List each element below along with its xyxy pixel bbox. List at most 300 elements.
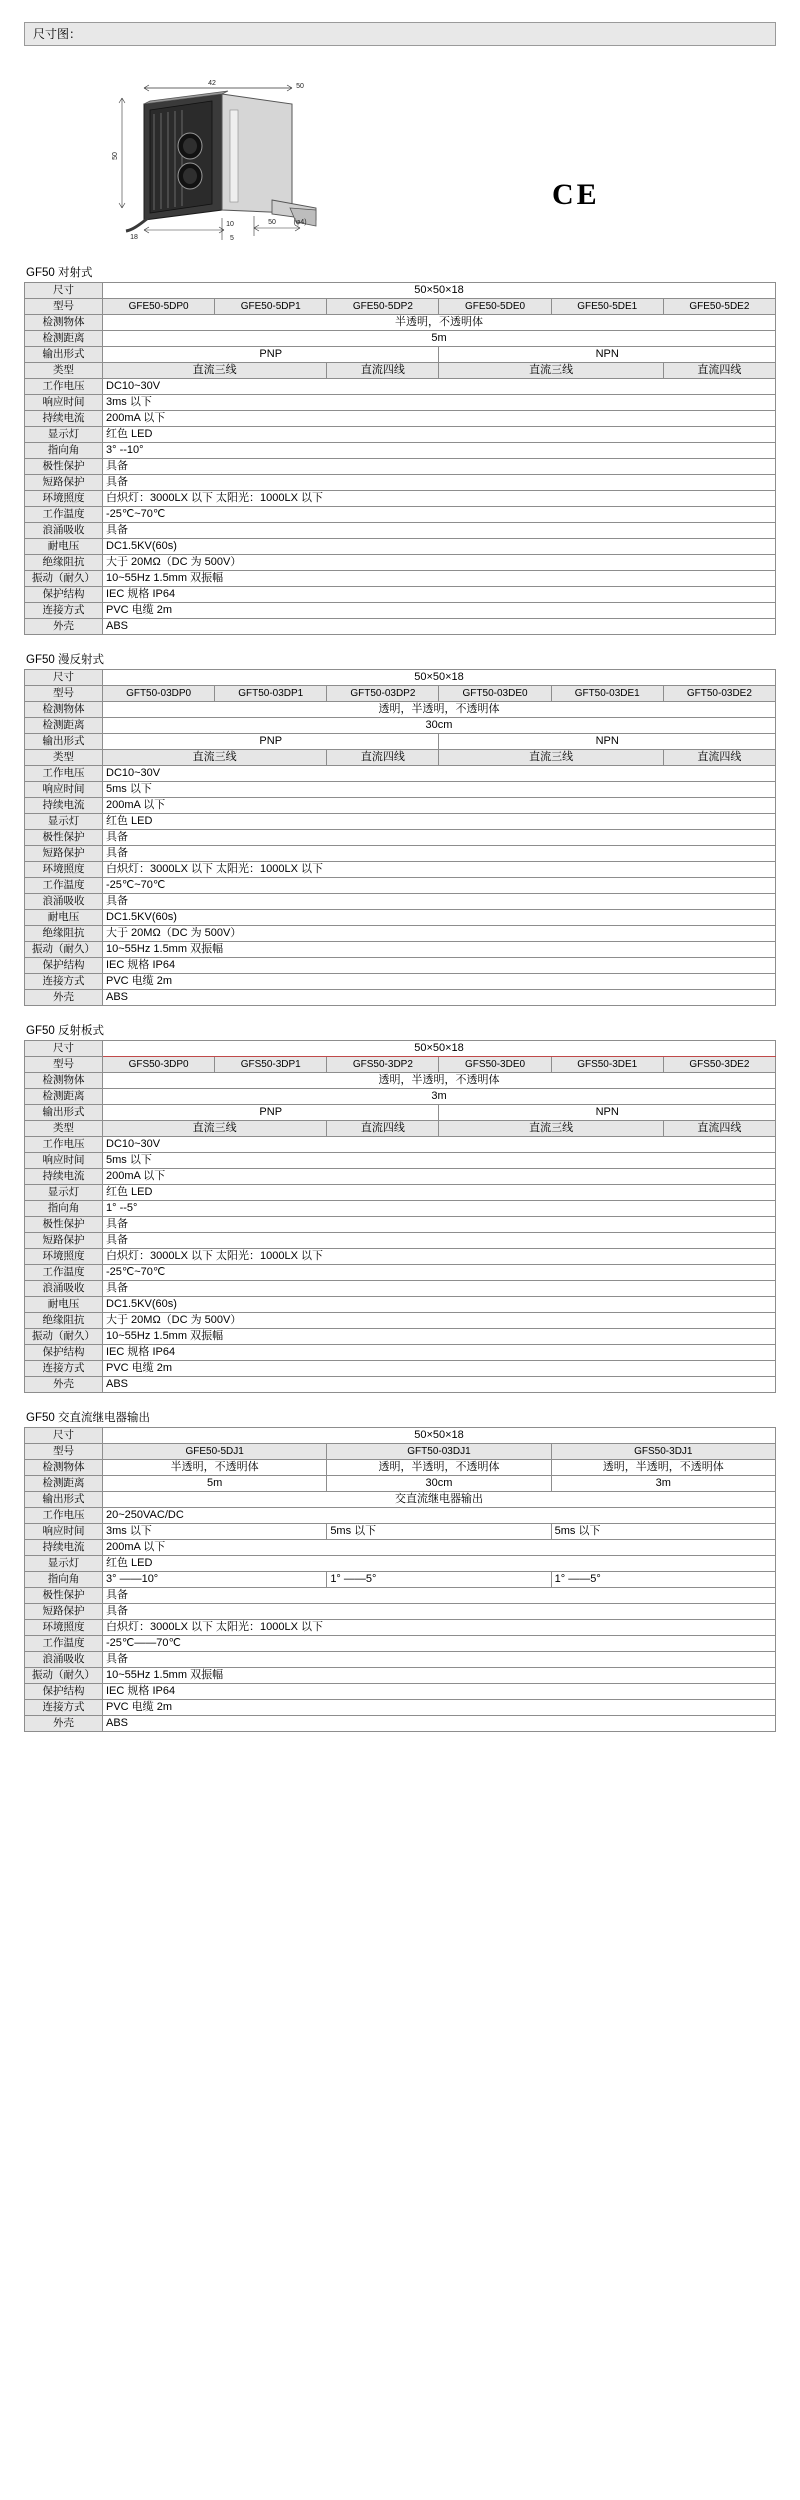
table-row [25, 718, 776, 734]
row-label: 工作电压 [25, 1137, 103, 1153]
product-figure [24, 52, 776, 248]
row-label: 振动（耐久） [25, 1329, 103, 1345]
table-row [25, 990, 776, 1006]
spec-cell: DC1.5KV(60s) [103, 910, 776, 926]
row-label: 检测距离 [25, 1476, 103, 1492]
model-cell: GFE50-5DJ1 [103, 1444, 327, 1460]
model-cell: GFT50-03DP1 [215, 686, 327, 702]
spec-cell: DC1.5KV(60s) [103, 539, 776, 555]
row-label: 检测物体 [25, 315, 103, 331]
row-label: 环境照度 [25, 1249, 103, 1265]
table-row [25, 814, 776, 830]
table-row [25, 1668, 776, 1684]
spec-cell: 200mA 以下 [103, 798, 776, 814]
section-title: GF50 交直流继电器输出 [26, 1412, 150, 1424]
spec-cell: 20~250VAC/DC [103, 1508, 776, 1524]
row-label: 耐电压 [25, 539, 103, 555]
row-label: 工作电压 [25, 766, 103, 782]
row-label: 保护结构 [25, 958, 103, 974]
spec-cell: 透明，半透明，不透明体 [103, 702, 776, 718]
section-title: GF50 漫反射式 [26, 654, 104, 666]
row-label: 外壳 [25, 1716, 103, 1732]
svg-text:(φ4): (φ4) [293, 219, 307, 226]
row-label: 响应时间 [25, 395, 103, 411]
row-label: 类型 [25, 750, 103, 766]
row-label: 极性保护 [25, 830, 103, 846]
spec-table [24, 669, 776, 1006]
model-cell: GFT50-03DE2 [663, 686, 775, 702]
table-row [25, 942, 776, 958]
model-cell: GFS50-3DE0 [439, 1057, 551, 1073]
spec-cell: 直流三线 [439, 750, 663, 766]
table-row [25, 1700, 776, 1716]
spec-cell: 大于 20MΩ（DC 为 500V） [103, 555, 776, 571]
svg-text:50: 50 [268, 219, 276, 226]
model-cell: GFS50-3DJ1 [551, 1444, 775, 1460]
table-row [25, 1556, 776, 1572]
spec-cell: 红色 LED [103, 1185, 776, 1201]
row-label: 型号 [25, 299, 103, 315]
table-row [25, 539, 776, 555]
table-row [25, 1153, 776, 1169]
row-label: 显示灯 [25, 814, 103, 830]
spec-cell: -25℃~70℃ [103, 507, 776, 523]
row-label: 振动（耐久） [25, 942, 103, 958]
section-title: GF50 反射板式 [26, 1025, 104, 1037]
spec-cell: -25℃~70℃ [103, 1265, 776, 1281]
table-row [25, 1105, 776, 1121]
spec-cell: 具备 [103, 1217, 776, 1233]
table-row [25, 766, 776, 782]
model-cell: GFE50-5DE2 [663, 299, 775, 315]
spec-section [24, 1409, 776, 1732]
spec-cell: 1° --5° [103, 1201, 776, 1217]
section-title: GF50 对射式 [26, 267, 93, 279]
spec-sections [24, 264, 776, 1732]
model-cell: GFT50-03DP2 [327, 686, 439, 702]
table-row [25, 1041, 776, 1057]
table-row [25, 1652, 776, 1668]
dimension-value: 50×50×18 [103, 1428, 776, 1444]
row-label: 环境照度 [25, 1620, 103, 1636]
spec-cell: 直流三线 [103, 1121, 327, 1137]
spec-cell: PVC 电缆 2m [103, 603, 776, 619]
table-row [25, 894, 776, 910]
row-label: 类型 [25, 363, 103, 379]
model-cell: GFS50-3DP1 [215, 1057, 327, 1073]
model-cell: GFT50-03DE1 [551, 686, 663, 702]
spec-cell: -25℃——70℃ [103, 1636, 776, 1652]
row-label: 输出形式 [25, 1105, 103, 1121]
spec-cell: 5ms 以下 [327, 1524, 551, 1540]
spec-cell: IEC 规格 IP64 [103, 1345, 776, 1361]
row-label: 输出形式 [25, 1492, 103, 1508]
spec-cell: 直流三线 [103, 750, 327, 766]
row-label: 绝缘阻抗 [25, 1313, 103, 1329]
row-label: 显示灯 [25, 1556, 103, 1572]
spec-cell: DC10~30V [103, 379, 776, 395]
spec-section [24, 651, 776, 1006]
table-row [25, 475, 776, 491]
table-row [25, 571, 776, 587]
table-row [25, 1345, 776, 1361]
table-row [25, 1121, 776, 1137]
spec-cell: PVC 电缆 2m [103, 1700, 776, 1716]
svg-text:50: 50 [112, 152, 119, 160]
table-row [25, 379, 776, 395]
row-label: 工作电压 [25, 1508, 103, 1524]
row-label: 输出形式 [25, 734, 103, 750]
dimension-value: 50×50×18 [103, 1041, 776, 1057]
spec-section [24, 1022, 776, 1393]
row-label: 工作温度 [25, 1265, 103, 1281]
table-row [25, 862, 776, 878]
spec-cell: IEC 规格 IP64 [103, 587, 776, 603]
spec-cell: 具备 [103, 523, 776, 539]
table-row [25, 315, 776, 331]
spec-cell: 3° ——10° [103, 1572, 327, 1588]
spec-cell: 5ms 以下 [551, 1524, 775, 1540]
model-cell: GFE50-5DE0 [439, 299, 551, 315]
table-row [25, 1329, 776, 1345]
model-cell: GFS50-3DE2 [663, 1057, 775, 1073]
spec-cell: 交直流继电器输出 [103, 1492, 776, 1508]
spec-cell: 白炽灯：3000LX 以下 太阳光：1000LX 以下 [103, 1249, 776, 1265]
svg-text:50: 50 [296, 83, 304, 90]
spec-cell: 直流四线 [663, 750, 775, 766]
spec-cell: 1° ——5° [327, 1572, 551, 1588]
spec-cell: 具备 [103, 1588, 776, 1604]
table-row [25, 1684, 776, 1700]
table-row [25, 1540, 776, 1556]
row-label: 保护结构 [25, 587, 103, 603]
spec-cell: ABS [103, 1716, 776, 1732]
spec-table [24, 282, 776, 635]
model-cell: GFT50-03DE0 [439, 686, 551, 702]
spec-cell: 200mA 以下 [103, 1540, 776, 1556]
table-row [25, 1476, 776, 1492]
spec-cell: 具备 [103, 1604, 776, 1620]
row-label: 极性保护 [25, 459, 103, 475]
table-row [25, 1508, 776, 1524]
spec-cell: 5m [103, 331, 776, 347]
spec-cell: 大于 20MΩ（DC 为 500V） [103, 926, 776, 942]
model-cell: GFS50-3DP0 [103, 1057, 215, 1073]
spec-cell: 大于 20MΩ（DC 为 500V） [103, 1313, 776, 1329]
spec-cell: 10~55Hz 1.5mm 双振幅 [103, 1329, 776, 1345]
row-label: 环境照度 [25, 491, 103, 507]
table-row [25, 1460, 776, 1476]
table-row [25, 1185, 776, 1201]
table-row [25, 587, 776, 603]
spec-cell: 5ms 以下 [103, 1153, 776, 1169]
spec-cell: 半透明，不透明体 [103, 1460, 327, 1476]
row-label: 检测物体 [25, 702, 103, 718]
spec-cell: 红色 LED [103, 427, 776, 443]
table-row [25, 910, 776, 926]
row-label: 短路保护 [25, 475, 103, 491]
row-label: 显示灯 [25, 1185, 103, 1201]
row-label: 指向角 [25, 1572, 103, 1588]
row-label: 连接方式 [25, 974, 103, 990]
table-row [25, 782, 776, 798]
row-label: 浪涌吸收 [25, 894, 103, 910]
table-row [25, 395, 776, 411]
row-label: 耐电压 [25, 910, 103, 926]
spec-cell: 直流四线 [663, 1121, 775, 1137]
spec-cell: 透明，半透明，不透明体 [551, 1460, 775, 1476]
table-row [25, 958, 776, 974]
row-label: 绝缘阻抗 [25, 926, 103, 942]
row-label: 浪涌吸收 [25, 523, 103, 539]
spec-table [24, 1427, 776, 1732]
model-cell: GFT50-03DJ1 [327, 1444, 551, 1460]
model-cell: GFT50-03DP0 [103, 686, 215, 702]
row-label: 检测物体 [25, 1460, 103, 1476]
spec-cell: DC10~30V [103, 766, 776, 782]
row-label: 尺寸 [25, 1041, 103, 1057]
spec-cell: 5ms 以下 [103, 782, 776, 798]
spec-cell: 5m [103, 1476, 327, 1492]
spec-cell: ABS [103, 619, 776, 635]
row-label: 尺寸 [25, 1428, 103, 1444]
model-cell: GFE50-5DP0 [103, 299, 215, 315]
spec-cell: 直流三线 [439, 363, 663, 379]
spec-cell: 具备 [103, 1281, 776, 1297]
row-label: 工作电压 [25, 379, 103, 395]
spec-cell: 红色 LED [103, 814, 776, 830]
spec-cell: 半透明，不透明体 [103, 315, 776, 331]
table-row [25, 1057, 776, 1073]
table-row [25, 523, 776, 539]
spec-cell: 10~55Hz 1.5mm 双振幅 [103, 571, 776, 587]
spec-cell: 具备 [103, 1233, 776, 1249]
row-label: 外壳 [25, 619, 103, 635]
table-row [25, 491, 776, 507]
row-label: 短路保护 [25, 1604, 103, 1620]
spec-cell: NPN [439, 1105, 776, 1121]
spec-cell: 直流四线 [663, 363, 775, 379]
row-label: 环境照度 [25, 862, 103, 878]
table-row [25, 1249, 776, 1265]
spec-cell: ABS [103, 1377, 776, 1393]
dimension-value: 50×50×18 [103, 283, 776, 299]
spec-table [24, 1040, 776, 1393]
spec-cell: 白炽灯：3000LX 以下 太阳光：1000LX 以下 [103, 491, 776, 507]
spec-cell: 白炽灯：3000LX 以下 太阳光：1000LX 以下 [103, 1620, 776, 1636]
spec-cell: 具备 [103, 1652, 776, 1668]
spec-cell: 直流三线 [439, 1121, 663, 1137]
table-row [25, 878, 776, 894]
table-row [25, 1377, 776, 1393]
row-label: 振动（耐久） [25, 571, 103, 587]
svg-text:10: 10 [226, 221, 234, 228]
spec-cell: 具备 [103, 846, 776, 862]
spec-cell: DC10~30V [103, 1137, 776, 1153]
model-cell: GFE50-5DP1 [215, 299, 327, 315]
table-row [25, 686, 776, 702]
model-cell: GFE50-5DE1 [551, 299, 663, 315]
spec-cell: 30cm [327, 1476, 551, 1492]
spec-cell: DC1.5KV(60s) [103, 1297, 776, 1313]
row-label: 型号 [25, 1057, 103, 1073]
row-label: 浪涌吸收 [25, 1281, 103, 1297]
spec-cell: 3m [103, 1089, 776, 1105]
row-label: 连接方式 [25, 1361, 103, 1377]
row-label: 响应时间 [25, 1524, 103, 1540]
spec-cell: NPN [439, 347, 776, 363]
table-row [25, 459, 776, 475]
row-label: 耐电压 [25, 1297, 103, 1313]
row-label: 工作温度 [25, 878, 103, 894]
spec-cell: 200mA 以下 [103, 1169, 776, 1185]
row-label: 尺寸 [25, 670, 103, 686]
row-label: 持续电流 [25, 1169, 103, 1185]
table-row [25, 427, 776, 443]
row-label: 型号 [25, 686, 103, 702]
table-row [25, 331, 776, 347]
table-row [25, 1137, 776, 1153]
svg-text:18: 18 [130, 234, 138, 241]
table-row [25, 507, 776, 523]
row-label: 型号 [25, 1444, 103, 1460]
row-label: 连接方式 [25, 1700, 103, 1716]
spec-cell: 10~55Hz 1.5mm 双振幅 [103, 1668, 776, 1684]
row-label: 短路保护 [25, 846, 103, 862]
spec-section [24, 264, 776, 635]
spec-cell: 3ms 以下 [103, 395, 776, 411]
row-label: 工作温度 [25, 507, 103, 523]
spec-cell: 3° --10° [103, 443, 776, 459]
table-row [25, 443, 776, 459]
table-row [25, 1233, 776, 1249]
row-label: 极性保护 [25, 1588, 103, 1604]
spec-cell: 10~55Hz 1.5mm 双振幅 [103, 942, 776, 958]
row-label: 浪涌吸收 [25, 1652, 103, 1668]
spec-cell: 30cm [103, 718, 776, 734]
table-row [25, 299, 776, 315]
row-label: 工作温度 [25, 1636, 103, 1652]
table-row [25, 1361, 776, 1377]
table-row [25, 1281, 776, 1297]
table-row [25, 1073, 776, 1089]
spec-cell: PNP [103, 347, 439, 363]
spec-cell: 透明，半透明，不透明体 [103, 1073, 776, 1089]
row-label: 保护结构 [25, 1684, 103, 1700]
svg-text:5: 5 [230, 235, 234, 242]
ce-mark: CE [552, 178, 600, 211]
spec-cell: 具备 [103, 830, 776, 846]
table-row [25, 411, 776, 427]
spec-cell: ABS [103, 990, 776, 1006]
table-row [25, 734, 776, 750]
spec-cell: PNP [103, 1105, 439, 1121]
table-row [25, 1169, 776, 1185]
table-row [25, 1089, 776, 1105]
spec-cell: 红色 LED [103, 1556, 776, 1572]
table-row [25, 1444, 776, 1460]
spec-cell: 具备 [103, 459, 776, 475]
spec-cell: PVC 电缆 2m [103, 1361, 776, 1377]
table-row [25, 798, 776, 814]
table-row [25, 1297, 776, 1313]
row-label: 持续电流 [25, 798, 103, 814]
row-label: 检测距离 [25, 1089, 103, 1105]
table-row [25, 830, 776, 846]
row-label: 振动（耐久） [25, 1668, 103, 1684]
spec-cell: -25℃~70℃ [103, 878, 776, 894]
table-row [25, 1572, 776, 1588]
table-row [25, 1217, 776, 1233]
table-row [25, 1604, 776, 1620]
spec-cell: 直流四线 [327, 1121, 439, 1137]
table-row [25, 1201, 776, 1217]
spec-cell: PNP [103, 734, 439, 750]
table-row [25, 1428, 776, 1444]
table-row [25, 555, 776, 571]
model-cell: GFS50-3DP2 [327, 1057, 439, 1073]
row-label: 外壳 [25, 1377, 103, 1393]
spec-cell: PVC 电缆 2m [103, 974, 776, 990]
table-row [25, 846, 776, 862]
row-label: 外壳 [25, 990, 103, 1006]
spec-cell: 3m [551, 1476, 775, 1492]
table-row [25, 974, 776, 990]
table-row [25, 702, 776, 718]
row-label: 绝缘阻抗 [25, 555, 103, 571]
page-title: 尺寸图： [24, 22, 776, 46]
spec-cell: 具备 [103, 894, 776, 910]
row-label: 检测距离 [25, 718, 103, 734]
table-row [25, 619, 776, 635]
spec-cell: 200mA 以下 [103, 411, 776, 427]
row-label: 指向角 [25, 1201, 103, 1217]
row-label: 尺寸 [25, 283, 103, 299]
table-row [25, 670, 776, 686]
row-label: 响应时间 [25, 782, 103, 798]
row-label: 检测距离 [25, 331, 103, 347]
table-row [25, 1524, 776, 1540]
row-label: 持续电流 [25, 411, 103, 427]
dimension-value: 50×50×18 [103, 670, 776, 686]
table-row [25, 1716, 776, 1732]
table-row [25, 926, 776, 942]
table-row [25, 1492, 776, 1508]
row-label: 连接方式 [25, 603, 103, 619]
spec-cell: 透明，半透明，不透明体 [327, 1460, 551, 1476]
row-label: 短路保护 [25, 1233, 103, 1249]
sensor-dimension-drawing [104, 58, 524, 244]
table-row [25, 750, 776, 766]
svg-text:42: 42 [208, 80, 216, 87]
table-row [25, 283, 776, 299]
row-label: 指向角 [25, 443, 103, 459]
row-label: 持续电流 [25, 1540, 103, 1556]
spec-cell: 1° ——5° [551, 1572, 775, 1588]
spec-cell: NPN [439, 734, 776, 750]
spec-cell: 直流三线 [103, 363, 327, 379]
table-row [25, 347, 776, 363]
spec-cell: 具备 [103, 475, 776, 491]
row-label: 输出形式 [25, 347, 103, 363]
spec-cell: IEC 规格 IP64 [103, 1684, 776, 1700]
model-cell: GFS50-3DE1 [551, 1057, 663, 1073]
row-label: 极性保护 [25, 1217, 103, 1233]
model-cell: GFE50-5DP2 [327, 299, 439, 315]
spec-cell: 直流四线 [327, 363, 439, 379]
row-label: 保护结构 [25, 1345, 103, 1361]
spec-cell: 白炽灯：3000LX 以下 太阳光：1000LX 以下 [103, 862, 776, 878]
